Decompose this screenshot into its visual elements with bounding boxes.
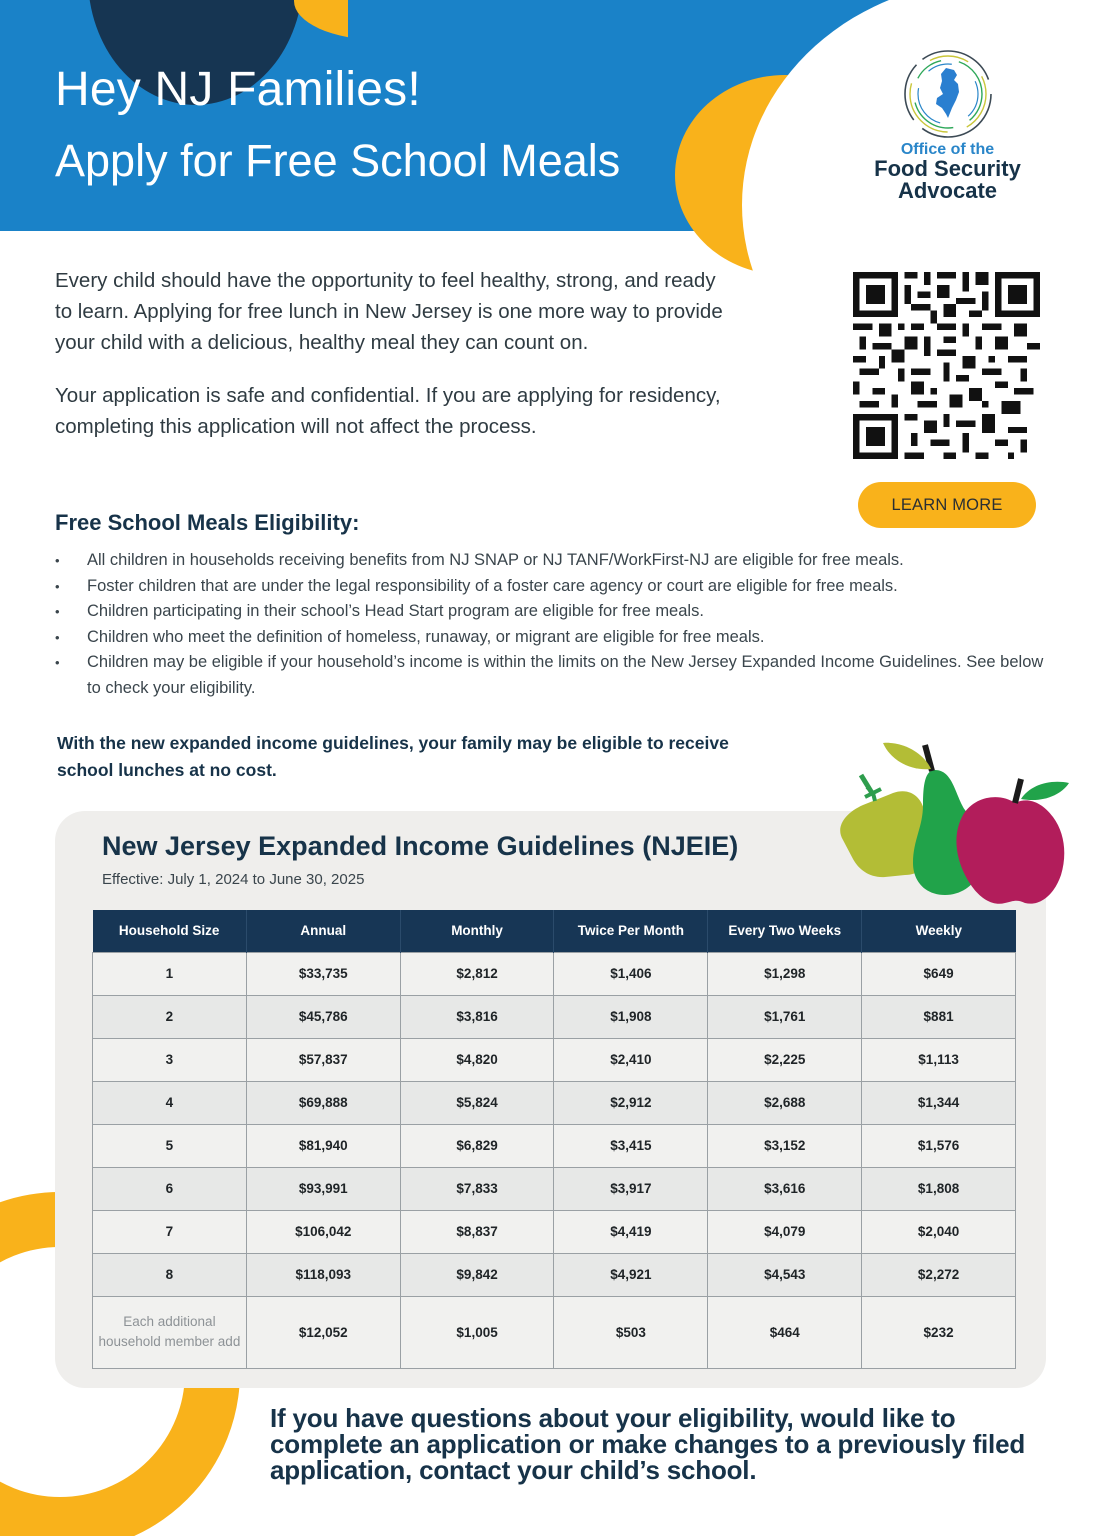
table-header-row	[93, 910, 1016, 952]
household-size-cell: 1	[93, 952, 247, 995]
page-title: Hey NJ Families!	[55, 63, 421, 116]
qr-code-icon[interactable]	[853, 272, 1040, 459]
weekly-cell: $2,272	[862, 1253, 1016, 1296]
monthly-cell: $7,833	[400, 1167, 554, 1210]
monthly-cell: $5,824	[400, 1081, 554, 1124]
list-item: • Children may be eligible if your household’s income is within the limits on the New Jersey Expanded Income Guidelines. See below to check your eligibility.	[55, 650, 1045, 701]
weekly-cell: $881	[862, 995, 1016, 1038]
weekly-cell: $1,113	[862, 1038, 1016, 1081]
household-size-cell: Each additional household member add	[93, 1296, 247, 1368]
weekly-cell: $649	[862, 952, 1016, 995]
column-header: Household Size	[93, 910, 247, 952]
eligibility-heading: Free School Meals Eligibility:	[55, 510, 360, 535]
guidelines-title: New Jersey Expanded Income Guidelines (NJEIE)	[102, 831, 739, 861]
twice-per-month-cell: $503	[554, 1296, 708, 1368]
effective-dates: Effective: July 1, 2024 to June 30, 2025	[102, 871, 365, 888]
logo-text-advocate: Advocate	[897, 178, 998, 203]
bullet-icon: •	[55, 578, 60, 594]
table-row	[93, 1124, 1016, 1167]
list-item: • Children who meet the definition of homeless, runaway, or migrant are eligible for free meals.	[55, 625, 1045, 651]
monthly-cell: $4,820	[400, 1038, 554, 1081]
every-two-weeks-cell: $1,761	[708, 995, 862, 1038]
monthly-cell: $2,812	[400, 952, 554, 995]
every-two-weeks-cell: $464	[708, 1296, 862, 1368]
monthly-cell: $1,005	[400, 1296, 554, 1368]
bullet-icon: •	[55, 604, 60, 619]
office-logo	[860, 48, 1035, 202]
list-item: • Foster children that are under the legal responsibility of a foster care agency or court are eligible for free meals.	[55, 574, 1045, 600]
logo-text-office: Office of the	[900, 141, 995, 158]
twice-per-month-cell: $2,410	[554, 1038, 708, 1081]
household-size-cell: 6	[93, 1167, 247, 1210]
every-two-weeks-cell: $4,079	[708, 1210, 862, 1253]
column-header: Every Two Weeks	[708, 910, 862, 952]
list-item: • All children in households receiving benefits from NJ SNAP or NJ TANF/WorkFirst-NJ are eligible for free meals.	[55, 548, 1045, 574]
new-jersey-state-icon	[902, 48, 994, 140]
annual-cell: $57,837	[246, 1038, 400, 1081]
every-two-weeks-cell: $2,688	[708, 1081, 862, 1124]
household-size-cell: 2	[93, 995, 247, 1038]
bullet-icon: •	[55, 553, 60, 568]
annual-cell: $106,042	[246, 1210, 400, 1253]
bullet-icon: •	[55, 629, 60, 645]
table-row	[93, 952, 1016, 995]
list-item: • Children participating in their school’s Head Start program are eligible for free meals.	[55, 599, 1045, 625]
annual-cell: $69,888	[246, 1081, 400, 1124]
twice-per-month-cell: $4,419	[554, 1210, 708, 1253]
table-row	[93, 995, 1016, 1038]
table-row	[93, 1253, 1016, 1296]
table-row	[93, 1038, 1016, 1081]
income-guidelines-table	[92, 910, 1016, 1369]
household-size-cell: 4	[93, 1081, 247, 1124]
household-size-cell: 8	[93, 1253, 247, 1296]
household-size-cell: 3	[93, 1038, 247, 1081]
eligibility-list	[55, 548, 1045, 701]
every-two-weeks-cell: $3,152	[708, 1124, 862, 1167]
twice-per-month-cell: $1,908	[554, 995, 708, 1038]
twice-per-month-cell: $2,912	[554, 1081, 708, 1124]
household-size-cell: 7	[93, 1210, 247, 1253]
contact-school-message: If you have questions about your eligibility, would like to complete an application or make changes to a previously filed application, contact your child’s school.	[270, 1403, 1026, 1485]
intro-paragraph: Every child should have the opportunity to feel healthy, strong, and ready to learn. Applying for free lunch in New Jersey is one more way to provide your child with a delicious, healthy meal they can count on.	[55, 269, 723, 354]
confidentiality-paragraph: Your application is safe and confidential. If you are applying for residency, completing this application will not affect the process.	[55, 384, 721, 438]
annual-cell: $33,735	[246, 952, 400, 995]
monthly-cell: $6,829	[400, 1124, 554, 1167]
every-two-weeks-cell: $1,298	[708, 952, 862, 995]
twice-per-month-cell: $1,406	[554, 952, 708, 995]
fruit-illustration-icon	[825, 735, 1075, 910]
weekly-cell: $1,808	[862, 1167, 1016, 1210]
twice-per-month-cell: $3,917	[554, 1167, 708, 1210]
monthly-cell: $8,837	[400, 1210, 554, 1253]
weekly-cell: $1,576	[862, 1124, 1016, 1167]
logo-text-food-security: Food Security	[874, 156, 1021, 181]
annual-cell: $118,093	[246, 1253, 400, 1296]
weekly-cell: $1,344	[862, 1081, 1016, 1124]
column-header: Monthly	[400, 910, 554, 952]
annual-cell: $45,786	[246, 995, 400, 1038]
monthly-cell: $9,842	[400, 1253, 554, 1296]
every-two-weeks-cell: $3,616	[708, 1167, 862, 1210]
intro-text	[55, 265, 735, 464]
column-header: Annual	[246, 910, 400, 952]
bullet-icon: •	[55, 655, 60, 670]
every-two-weeks-cell: $4,543	[708, 1253, 862, 1296]
annual-cell: $81,940	[246, 1124, 400, 1167]
decorative-yellow-circle	[176, 0, 348, 40]
table-row	[93, 1167, 1016, 1210]
every-two-weeks-cell: $2,225	[708, 1038, 862, 1081]
twice-per-month-cell: $3,415	[554, 1124, 708, 1167]
monthly-cell: $3,816	[400, 995, 554, 1038]
annual-cell: $12,052	[246, 1296, 400, 1368]
weekly-cell: $232	[862, 1296, 1016, 1368]
table-row	[93, 1210, 1016, 1253]
page-subtitle: Apply for Free School Meals	[55, 135, 621, 186]
annual-cell: $93,991	[246, 1167, 400, 1210]
table-row-additional-member	[93, 1296, 1016, 1368]
column-header: Weekly	[862, 910, 1016, 952]
table-row	[93, 1081, 1016, 1124]
household-size-cell: 5	[93, 1124, 247, 1167]
column-header: Twice Per Month	[554, 910, 708, 952]
twice-per-month-cell: $4,921	[554, 1253, 708, 1296]
expanded-guidelines-note: With the new expanded income guidelines, your family may be eligible to receive school lunches at no cost.	[57, 733, 729, 780]
learn-more-button[interactable]: LEARN MORE	[858, 482, 1036, 528]
weekly-cell: $2,040	[862, 1210, 1016, 1253]
